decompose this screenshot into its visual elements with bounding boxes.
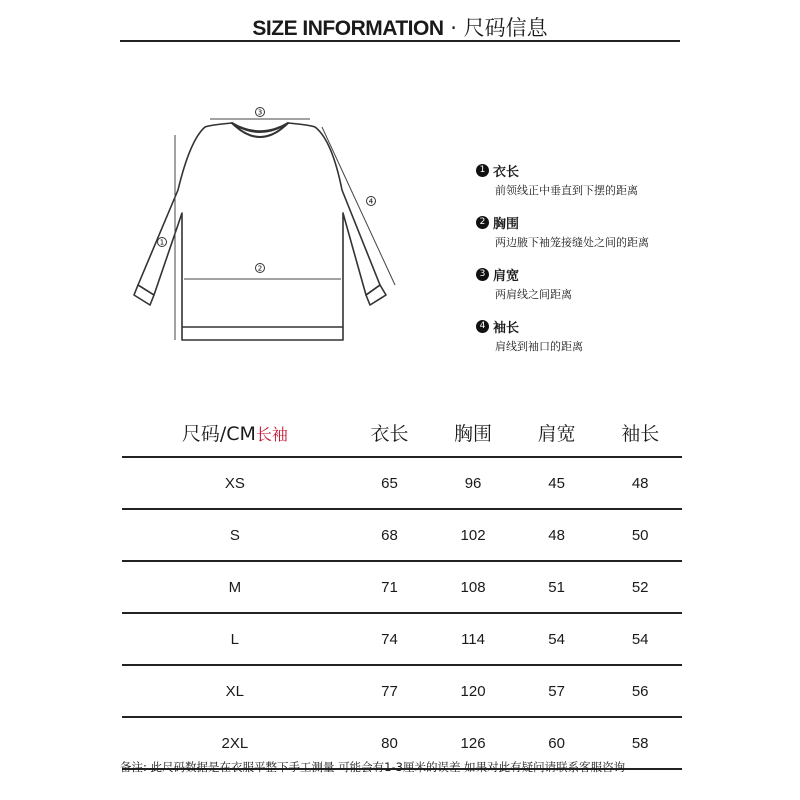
cell-shoulder: 45 bbox=[515, 457, 599, 509]
size-label: L bbox=[122, 613, 348, 665]
legend-item bbox=[476, 212, 649, 250]
cell-sleeve: 48 bbox=[598, 457, 682, 509]
legend-desc: 两肩线之间距离 bbox=[495, 288, 572, 301]
size-label: M bbox=[122, 561, 348, 613]
cell-shoulder: 60 bbox=[515, 717, 599, 769]
header-chest: 胸围 bbox=[431, 408, 515, 457]
header-size-label: 尺码/CM bbox=[181, 422, 256, 445]
cell-sleeve: 54 bbox=[598, 613, 682, 665]
page-title bbox=[0, 12, 800, 42]
table-row bbox=[122, 457, 682, 509]
left-cuff bbox=[134, 285, 154, 305]
cell-length: 74 bbox=[348, 613, 432, 665]
cell-shoulder: 57 bbox=[515, 665, 599, 717]
marker-1: 1 bbox=[159, 238, 165, 247]
title-divider bbox=[120, 40, 680, 42]
cell-chest: 120 bbox=[431, 665, 515, 717]
cell-shoulder: 54 bbox=[515, 613, 599, 665]
cell-shoulder: 51 bbox=[515, 561, 599, 613]
table-row bbox=[122, 613, 682, 665]
cell-length: 68 bbox=[348, 509, 432, 561]
table-row bbox=[122, 561, 682, 613]
legend-name: 衣长 bbox=[493, 165, 520, 180]
right-cuff bbox=[366, 285, 386, 305]
sweater-collar bbox=[232, 123, 288, 137]
cell-length: 80 bbox=[348, 717, 432, 769]
legend-desc: 前领线正中垂直到下摆的距离 bbox=[495, 184, 638, 197]
header-sleeve-note: 长袖 bbox=[255, 424, 288, 444]
cell-length: 71 bbox=[348, 561, 432, 613]
table-row bbox=[122, 665, 682, 717]
cell-sleeve: 50 bbox=[598, 509, 682, 561]
measurement-legend bbox=[476, 160, 649, 368]
table-header-row bbox=[122, 408, 682, 457]
cell-chest: 108 bbox=[431, 561, 515, 613]
cell-sleeve: 52 bbox=[598, 561, 682, 613]
cell-chest: 96 bbox=[431, 457, 515, 509]
sweater-outline bbox=[138, 123, 380, 340]
marker-3: 3 bbox=[257, 108, 263, 117]
header-length: 衣长 bbox=[348, 408, 432, 457]
table-row bbox=[122, 509, 682, 561]
marker-2: 2 bbox=[257, 264, 263, 273]
marker-4: 4 bbox=[368, 197, 374, 206]
legend-name: 肩宽 bbox=[493, 269, 520, 284]
legend-desc: 两边腋下袖笼接缝处之间的距离 bbox=[495, 236, 649, 249]
legend-item bbox=[476, 160, 649, 198]
cell-sleeve: 58 bbox=[598, 717, 682, 769]
legend-desc: 肩线到袖口的距离 bbox=[495, 340, 583, 353]
legend-number-icon: 4 bbox=[476, 320, 489, 333]
title-chinese: 尺码信息 bbox=[463, 16, 548, 40]
cell-chest: 102 bbox=[431, 509, 515, 561]
size-label: S bbox=[122, 509, 348, 561]
title-english: SIZE INFORMATION bbox=[252, 17, 444, 40]
header-shoulder: 肩宽 bbox=[515, 408, 599, 457]
size-label: XS bbox=[122, 457, 348, 509]
header-sleeve: 袖长 bbox=[598, 408, 682, 457]
size-label: 2XL bbox=[122, 717, 348, 769]
size-label: XL bbox=[122, 665, 348, 717]
legend-name: 袖长 bbox=[493, 321, 520, 336]
header-size bbox=[122, 408, 348, 457]
cell-sleeve: 56 bbox=[598, 665, 682, 717]
cell-chest: 114 bbox=[431, 613, 515, 665]
cell-length: 65 bbox=[348, 457, 432, 509]
cell-shoulder: 48 bbox=[515, 509, 599, 561]
legend-number-icon: 1 bbox=[476, 164, 489, 177]
footer-note: 备注: 此尺码数据是在衣服平整下手工测量 可能会有1-3厘米的误差 如果对此有疑问请联系客服咨询 bbox=[120, 760, 626, 774]
size-table bbox=[122, 408, 682, 770]
sweater-diagram bbox=[110, 95, 410, 355]
legend-item bbox=[476, 316, 649, 354]
legend-name: 胸围 bbox=[493, 217, 520, 232]
legend-number-icon: 3 bbox=[476, 268, 489, 281]
title-separator: · bbox=[450, 16, 457, 40]
cell-length: 77 bbox=[348, 665, 432, 717]
cell-chest: 126 bbox=[431, 717, 515, 769]
legend-number-icon: 2 bbox=[476, 216, 489, 229]
legend-item bbox=[476, 264, 649, 302]
measure-sleeve-line bbox=[322, 127, 395, 285]
